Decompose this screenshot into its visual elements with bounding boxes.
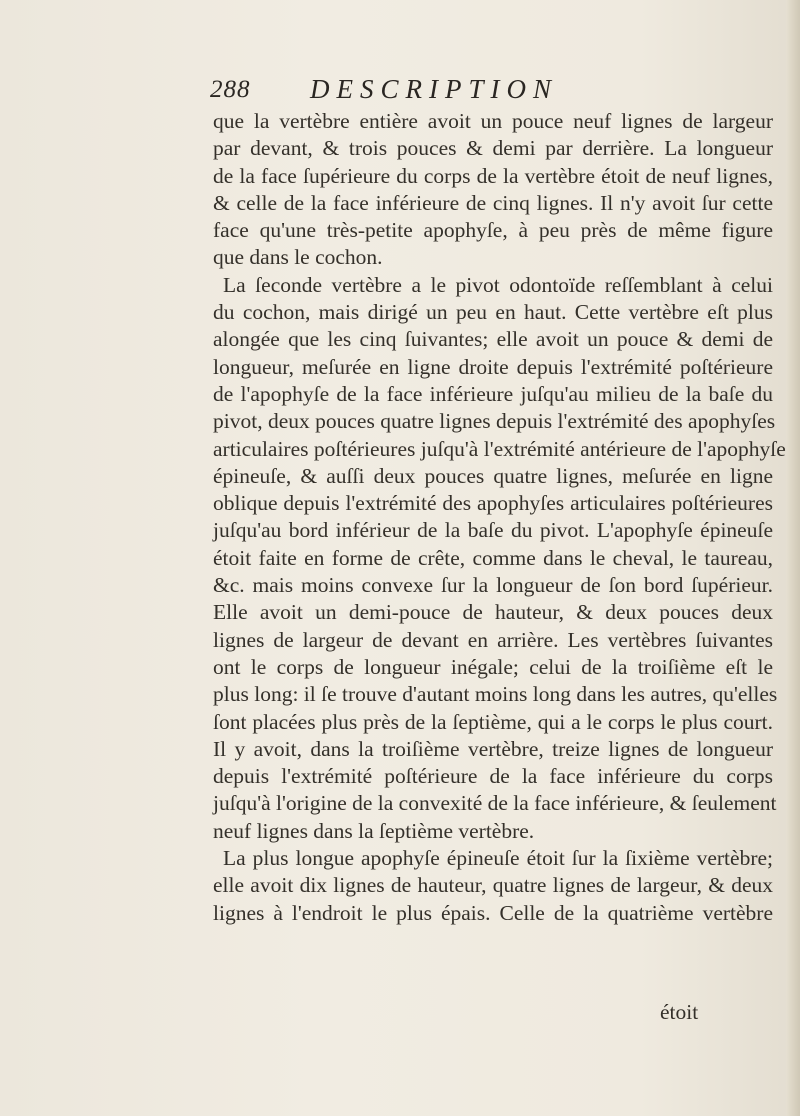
text-line: que dans le cochon.: [213, 245, 383, 270]
text-line: La ſeconde vertèbre a le pivot odontoïde reſſemblant à celui: [223, 272, 773, 297]
text-line: épineuſe, & auſſi deux pouces quatre lignes, meſurée en ligne: [213, 463, 773, 488]
text-line: juſqu'à l'origine de la convexité de la face inférieure, & ſeulement: [213, 791, 777, 816]
catchword: étoit: [660, 1000, 699, 1024]
page-edge: [786, 0, 800, 1116]
text-line: étoit faite en forme de crête, comme dans le cheval, le taureau,: [213, 545, 773, 570]
text-line: plus long: il ſe trouve d'autant moins long dans les autres, qu'elles: [213, 682, 778, 707]
text-line: La plus longue apophyſe épineuſe étoit ſur la ſixième vertèbre;: [223, 846, 773, 871]
running-title: DESCRIPTION: [310, 74, 558, 104]
text-line: ont le corps de longueur inégale; celui de la troiſième eſt le: [213, 654, 773, 679]
text-line: que la vertèbre entière avoit un pouce neuf lignes de largeur: [213, 109, 773, 133]
text-line: juſqu'au bord inférieur de la baſe du pivot. L'apophyſe épineuſe: [213, 518, 773, 543]
text-line: elle avoit dix lignes de hauteur, quatre lignes de largeur, & deux: [213, 873, 773, 898]
page-number: 288: [210, 76, 251, 103]
text-line: de la face ſupérieure du corps de la vertèbre étoit de neuf lignes,: [213, 163, 773, 188]
body-text: [213, 108, 786, 927]
text-line: de l'apophyſe de la face inférieure juſqu'au milieu de la baſe du: [213, 381, 773, 406]
text-line: du cochon, mais dirigé un peu en haut. Cette vertèbre eſt plus: [213, 300, 773, 325]
text-line: alongée que les cinq ſuivantes; elle avoit un pouce & demi de: [213, 327, 773, 352]
text-line: &c. mais moins convexe ſur la longueur de ſon bord ſupérieur.: [213, 573, 773, 598]
text-line: & celle de la face inférieure de cinq lignes. Il n'y avoit ſur cette: [213, 190, 773, 215]
text-line: Il y avoit, dans la troiſième vertèbre, treize lignes de longueur: [213, 736, 773, 761]
text-line: pivot, deux pouces quatre lignes depuis l'extrémité des apophyſes: [213, 409, 776, 434]
text-line: articulaires poſtérieures juſqu'à l'extrémité antérieure de l'apophyſe: [213, 436, 786, 461]
text-line: lignes de largeur de devant en arrière. Les vertèbres ſuivantes: [213, 627, 773, 652]
text-line: neuf lignes dans la ſeptième vertèbre.: [213, 818, 535, 843]
text-line: oblique depuis l'extrémité des apophyſes articulaires poſtérieures: [213, 491, 773, 516]
text-line: lignes à l'endroit le plus épais. Celle de la quatrième vertèbre: [213, 900, 773, 925]
text-line: ſont placées plus près de la ſeptième, qui a le corps le plus court.: [213, 709, 773, 734]
text-line: longueur, meſurée en ligne droite depuis l'extrémité poſtérieure: [213, 354, 773, 379]
text-line: Elle avoit un demi-pouce de hauteur, & deux pouces deux: [213, 600, 773, 625]
text-line: face qu'une très-petite apophyſe, à peu près de même figure: [213, 218, 773, 243]
text-line: par devant, & trois pouces & demi par derrière. La longueur: [213, 136, 773, 161]
text-line: depuis l'extrémité poſtérieure de la face inférieure du corps: [213, 764, 773, 789]
